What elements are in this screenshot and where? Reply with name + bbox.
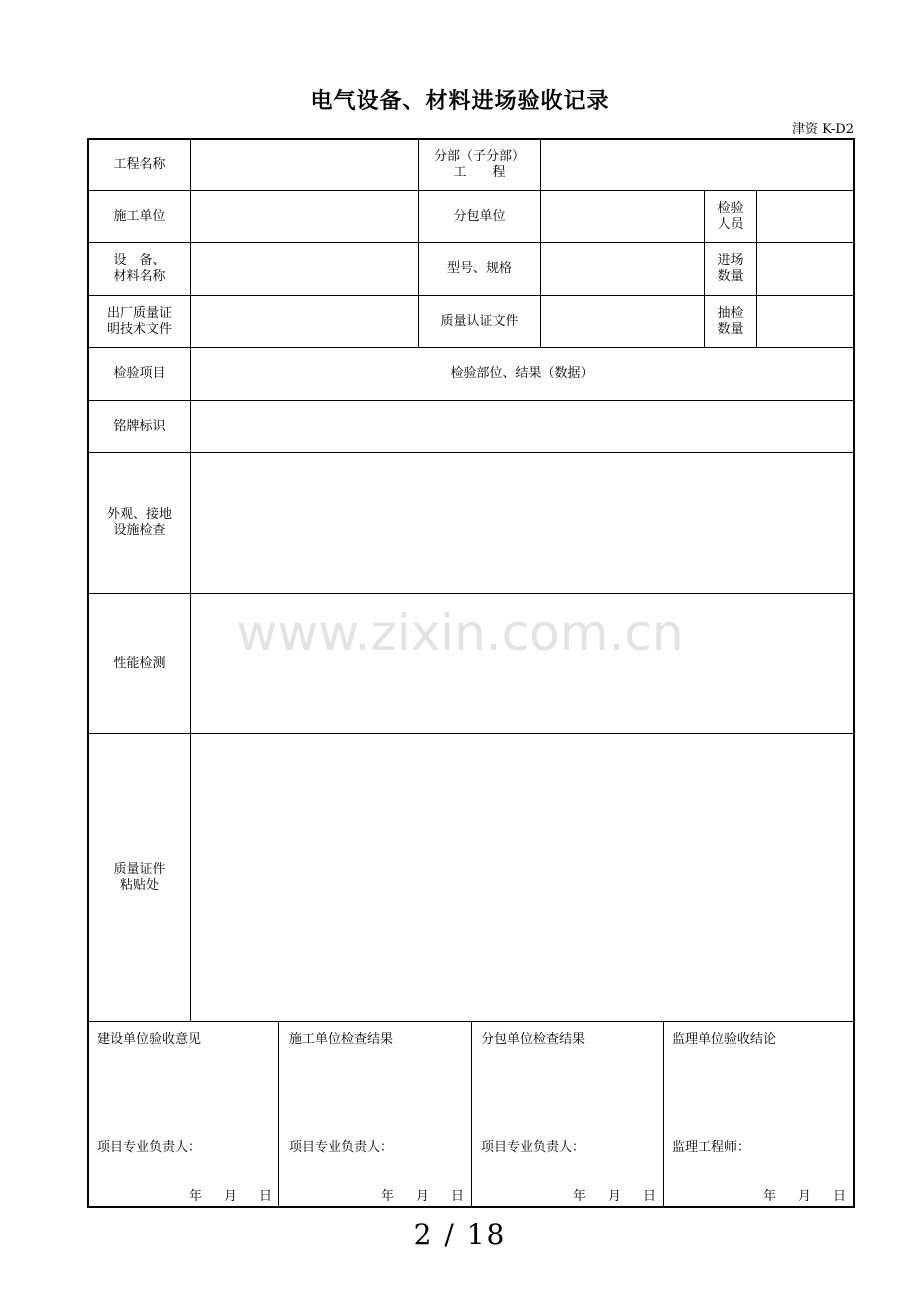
entry-quantity-label-line1: 进场: [717, 253, 744, 268]
model-spec-label: 型号、规格: [446, 261, 512, 276]
sample-quantity-label-line1: 抽检: [717, 305, 744, 321]
cert-paste-area[interactable]: [191, 734, 853, 1021]
cert-paste-label-line1: 质量证件: [113, 861, 166, 877]
appearance-check-label: [89, 453, 190, 593]
date-day: 日: [259, 1189, 273, 1204]
nameplate-label: 铭牌标识: [113, 418, 166, 434]
project-name-field[interactable]: [191, 140, 418, 190]
sample-quantity-label-line2: 数量: [717, 321, 744, 337]
date-year: 年: [381, 1189, 395, 1204]
subcontractor-signer-label: 项目专业负责人：: [481, 1140, 586, 1155]
entry-quantity-field[interactable]: [757, 243, 853, 295]
inspection-result-header: 检验部位、结果（数据）: [450, 366, 594, 381]
performance-test-field[interactable]: [191, 594, 853, 733]
sample-quantity-field[interactable]: [757, 296, 853, 347]
supervisor-signer-label: 监理工程师：: [672, 1140, 751, 1155]
subcontractor-sign-date: [573, 1185, 656, 1204]
contractor-check-heading: 施工单位检查结果: [289, 1032, 394, 1047]
date-year: 年: [189, 1189, 203, 1204]
subcontractor-check-heading: 分包单位检查结果: [481, 1032, 586, 1047]
form-code: 津资 K-D2: [792, 122, 854, 137]
project-name-label: 工程名称: [113, 157, 166, 172]
model-spec-field[interactable]: [541, 243, 704, 295]
sample-quantity-label: [705, 296, 756, 347]
factory-doc-label: [89, 296, 190, 347]
owner-sign-date: [189, 1185, 272, 1204]
cert-paste-label: [89, 734, 190, 1021]
supervisor-conclusion-heading: 监理单位验收结论: [672, 1032, 777, 1047]
equipment-name-label-line1: 设 备、: [113, 253, 166, 268]
inspector-label-line1: 检验: [717, 200, 744, 216]
contractor-signer-label: 项目专业负责人：: [289, 1140, 394, 1155]
quality-cert-label: 质量认证文件: [440, 313, 519, 329]
date-year: 年: [573, 1189, 587, 1204]
page-number: 2 / 18: [413, 1218, 507, 1251]
acceptance-form-table: [87, 138, 855, 1208]
factory-doc-label-line1: 出厂质量证: [106, 305, 172, 321]
subcontract-unit-field[interactable]: [541, 191, 704, 242]
date-month: 月: [608, 1189, 622, 1204]
inspector-label-line2: 人员: [717, 216, 744, 232]
equipment-name-label: [89, 243, 190, 295]
sub-project-field[interactable]: [541, 140, 853, 190]
owner-opinion-heading: 建设单位验收意见: [97, 1032, 202, 1047]
performance-test-label: 性能检测: [113, 655, 166, 671]
appearance-check-label-line2: 设施检查: [113, 523, 166, 538]
factory-doc-field[interactable]: [191, 296, 418, 347]
sub-project-label: [419, 140, 540, 190]
nameplate-field[interactable]: [191, 401, 853, 452]
entry-quantity-label: [705, 243, 756, 295]
cert-paste-label-line2: 粘贴处: [119, 877, 159, 893]
appearance-check-field[interactable]: [191, 453, 853, 593]
entry-quantity-label-line2: 数量: [717, 269, 744, 284]
date-month: 月: [798, 1189, 812, 1204]
equipment-name-field[interactable]: [191, 243, 418, 295]
supervisor-sign-date: [763, 1185, 846, 1204]
sub-project-label-line2: 工 程: [453, 165, 506, 180]
equipment-name-label-line2: 材料名称: [113, 269, 166, 284]
inspector-field[interactable]: [757, 191, 853, 242]
inspection-item-header: 检验项目: [113, 366, 166, 381]
date-year: 年: [763, 1189, 777, 1204]
date-day: 日: [833, 1189, 847, 1204]
document-title: 电气设备、材料进场验收记录: [310, 89, 610, 114]
construction-unit-label: 施工单位: [113, 208, 166, 224]
appearance-check-label-line1: 外观、接地: [106, 507, 172, 522]
subcontract-unit-label: 分包单位: [453, 208, 506, 224]
date-day: 日: [643, 1189, 657, 1204]
construction-unit-field[interactable]: [191, 191, 418, 242]
date-month: 月: [416, 1189, 430, 1204]
contractor-sign-date: [381, 1185, 464, 1204]
owner-signer-label: 项目专业负责人：: [97, 1140, 202, 1155]
factory-doc-label-line2: 明技术文件: [106, 321, 172, 337]
inspector-label: [705, 191, 756, 242]
sub-project-label-line1: 分部（子分部）: [433, 149, 525, 164]
date-day: 日: [451, 1189, 465, 1204]
date-month: 月: [224, 1189, 238, 1204]
quality-cert-field[interactable]: [541, 296, 704, 347]
watermark: www.zixin.com.cn: [236, 604, 684, 662]
